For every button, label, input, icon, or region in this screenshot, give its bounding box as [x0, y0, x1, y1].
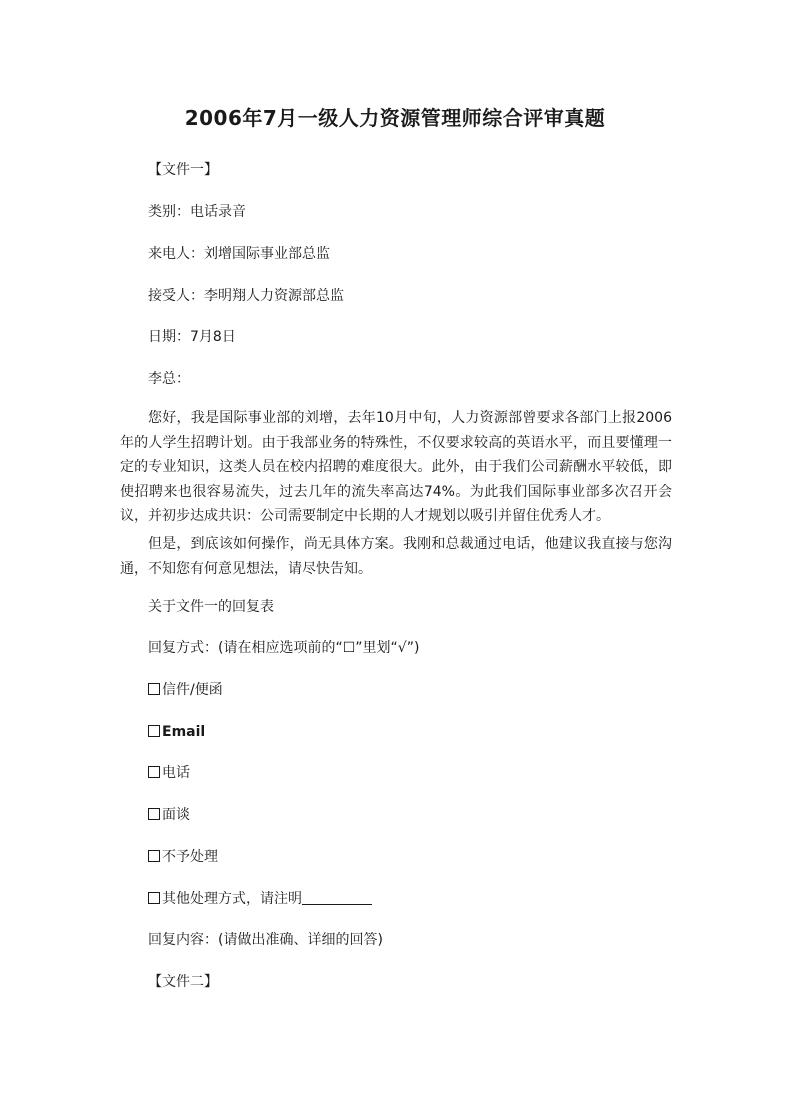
date-line: 日期：7月8日: [148, 329, 236, 345]
option-email-label: Email: [162, 724, 206, 740]
option-other-label: 其他处理方式，请注明: [162, 891, 302, 907]
checkbox-icon[interactable]: [148, 683, 160, 695]
receiver-line: 接受人：李明翔人力资源部总监: [148, 288, 344, 304]
option-letter-label: 信件/便函: [162, 682, 223, 698]
file2-heading: 【文件二】: [148, 974, 218, 990]
option-none[interactable]: [148, 846, 218, 868]
option-other[interactable]: [148, 888, 372, 910]
checkbox-icon[interactable]: [148, 892, 160, 904]
reply-content-label: 回复内容：(请做出准确、详细的回答): [148, 932, 383, 948]
reply-method-label: 回复方式：(请在相应选项前的“☐”里划“√”): [148, 640, 420, 656]
option-phone-label: 电话: [162, 765, 190, 781]
other-method-blank[interactable]: [302, 890, 372, 905]
category-line: 类别：电话录音: [148, 204, 246, 220]
checkbox-icon[interactable]: [148, 850, 160, 862]
checkbox-icon[interactable]: [148, 808, 160, 820]
option-email[interactable]: [148, 721, 205, 743]
checkbox-icon[interactable]: [148, 766, 160, 778]
option-none-label: 不予处理: [162, 849, 218, 865]
file1-heading: 【文件一】: [148, 162, 218, 178]
document-title: 2006年7月一级人力资源管理师综合评审真题: [184, 106, 606, 130]
option-interview[interactable]: [148, 804, 190, 826]
salutation: 李总：: [148, 371, 190, 387]
option-phone[interactable]: [148, 762, 190, 784]
checkbox-icon[interactable]: [148, 725, 160, 737]
option-letter[interactable]: [148, 679, 223, 701]
option-interview-label: 面谈: [162, 807, 190, 823]
body-paragraph-1: 您好，我是国际事业部的刘增，去年10月中旬，人力资源部曾要求各部门上报2006年的人学生招聘计划。由于我部业务的特殊性，不仅要求较高的英语水平，而且要懂理一定的专业知识，这类人员在校内招聘的难度很大。此外，由于我们公司薪酬水平较低，即使招聘来也很容易流失，过去几年的流失率高达74%。为此我们国际事业部多次召开会议，并初步达成共识：公司需要制定中长期的人才规划以吸引并留住优秀人才。: [120, 410, 672, 524]
caller-line: 来电人：刘增国际事业部总监: [148, 246, 330, 262]
reply-form-title: 关于文件一的回复表: [148, 599, 274, 615]
body-paragraph-2: 但是，到底该如何操作，尚无具体方案。我刚和总裁通过电话，他建议我直接与您沟通，不知您有何意见想法，请尽快告知。: [120, 536, 672, 577]
